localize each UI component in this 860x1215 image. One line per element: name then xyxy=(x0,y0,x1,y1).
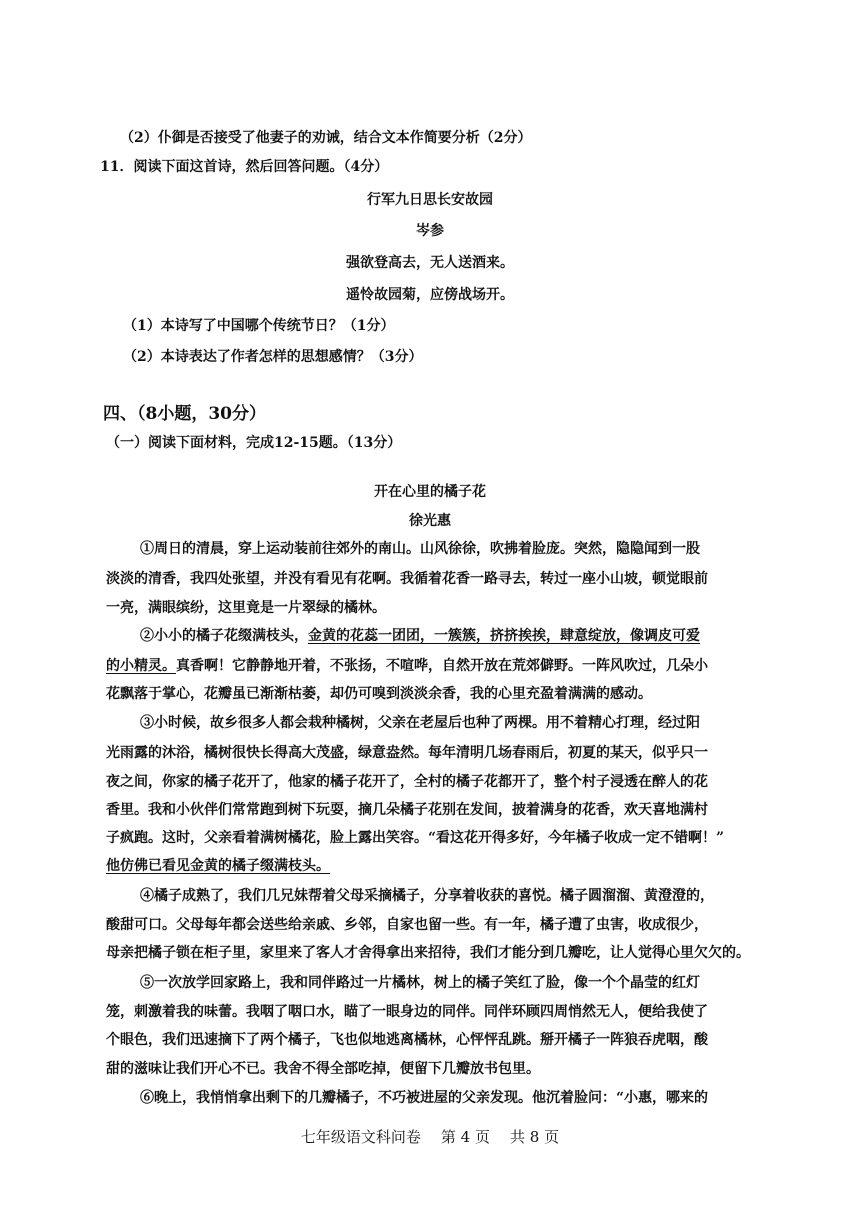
question-10-part-2: （2）仆御是否接受了他妻子的劝诫，结合文本作简要分析（2分） xyxy=(120,130,532,146)
article-line: ④橘子成熟了，我们几兄妹帮着父母采摘橘子，分享着收获的喜悦。橘子圆溜溜、黄澄澄的， xyxy=(140,888,714,904)
footer-subject: 七年级语文科问卷 xyxy=(300,1128,421,1146)
page-footer xyxy=(0,1127,860,1147)
article-line: ⑥晚上，我悄悄拿出剩下的几瓣橘子，不巧被进屋的父亲发现。他沉着脸问：“小惠，哪来的 xyxy=(140,1090,709,1106)
article-line: 夜之间，你家的橘子花开了，他家的橘子花开了，全村的橘子花都开了，整个村子浸透在醉人的花 xyxy=(106,774,708,790)
article-line xyxy=(106,656,708,676)
underlined-sentence: 金黄的花蕊一团团，一簇簇，挤挤挨挨，肆意绽放，像调皮可爱 xyxy=(308,628,700,644)
article-line: 子疯跑。这时，父亲看着满树橘花，脸上露出笑容。“看这花开得多好，今年橘子收成一定不错啊！” xyxy=(106,830,725,846)
footer-page-number: 第 4 页 xyxy=(440,1128,490,1146)
section-4-part-1-intro: （一）阅读下面材料，完成12-15题。（13分） xyxy=(106,435,402,451)
question-11-part-1: （1）本诗写了中国哪个传统节日？（1分） xyxy=(123,318,395,334)
article-line: 花飘落于掌心，花瓣虽已渐渐枯萎，却仍可嗅到淡淡余香，我的心里充盈着满满的感动。 xyxy=(106,686,652,702)
section-4-heading: 四、（8小题，30分） xyxy=(103,404,266,424)
article-line: 甜的滋味让我们开心不已。我舍不得全部吃掉，便留下几瓣放书包里。 xyxy=(106,1061,540,1077)
article-line: 一亮，满眼缤纷，这里竟是一片翠绿的橘林。 xyxy=(106,600,386,616)
article-line: 酸甜可口。父母每年都会送些给亲戚、乡邻，自家也留一些。有一年，橘子遭了虫害，收成很少， xyxy=(106,917,708,933)
footer-total-pages: 共 8 页 xyxy=(510,1128,560,1146)
article-line: 母亲把橘子锁在柜子里，家里来了客人才舍得拿出来招待，我们才能分到几瓣吃，让人觉得心里欠欠的。 xyxy=(106,945,750,961)
article-text: 真香啊！它静静地开着，不张扬，不喧哗，自然开放在荒郊僻野。一阵风吹过，几朵小 xyxy=(176,658,708,674)
question-11-prompt: 11．阅读下面这首诗，然后回答问题。（4分） xyxy=(100,159,389,175)
article-line: 香里。我和小伙伴们常常跑到树下玩耍，摘几朵橘子花别在发间，披着满身的花香，欢天喜地满村 xyxy=(106,802,708,818)
poem-line-2: 遥怜故园菊，应傍战场开。 xyxy=(346,287,514,303)
article-line: ⑤一次放学回家路上，我和同伴路过一片橘林，树上的橘子笑红了脸，像一个个晶莹的红灯 xyxy=(140,975,700,991)
underlined-sentence: 他仿佛已看见金黄的橘子缀满枝头。 xyxy=(106,858,330,874)
question-11-part-2: （2）本诗表达了作者怎样的思想感情？（3分） xyxy=(123,349,423,365)
article-line: 个眼色，我们迅速摘下了两个橘子，飞也似地逃离橘林，心怦怦乱跳。掰开橘子一阵狼吞虎咽，酸 xyxy=(106,1032,708,1048)
poem-title: 行军九日思长安故园 xyxy=(367,192,493,208)
poem-author: 岑参 xyxy=(416,223,444,239)
article-line: ③小时候，故乡很多人都会栽种橘树，父亲在老屋后也种了两棵。用不着精心打理，经过阳 xyxy=(140,715,700,731)
article-line xyxy=(140,626,700,646)
article-line: 淡淡的清香，我四处张望，并没有看见有花啊。我循着花香一路寻去，转过一座小山坡，顿觉眼前 xyxy=(106,571,708,587)
poem-line-1: 强欲登高去，无人送酒来。 xyxy=(346,255,514,271)
underlined-sentence-end: 的小精灵。 xyxy=(106,658,176,674)
article-line: ①周日的清晨，穿上运动装前往郊外的南山。山风徐徐，吹拂着脸庞。突然，隐隐闻到一股 xyxy=(140,541,700,557)
article-line: 光雨露的沐浴，橘树很快长得高大茂盛，绿意盎然。每年清明几场春雨后，初夏的某天，似乎只一 xyxy=(106,745,708,761)
article-author: 徐光惠 xyxy=(409,513,451,529)
article-line: 笼，刺激着我的味蕾。我咽了咽口水，瞄了一眼身边的同伴。同伴环顾四周悄然无人，便给我使了 xyxy=(106,1004,708,1020)
article-title: 开在心里的橘子花 xyxy=(374,484,486,500)
article-text: ②小小的橘子花缀满枝头， xyxy=(140,628,308,644)
